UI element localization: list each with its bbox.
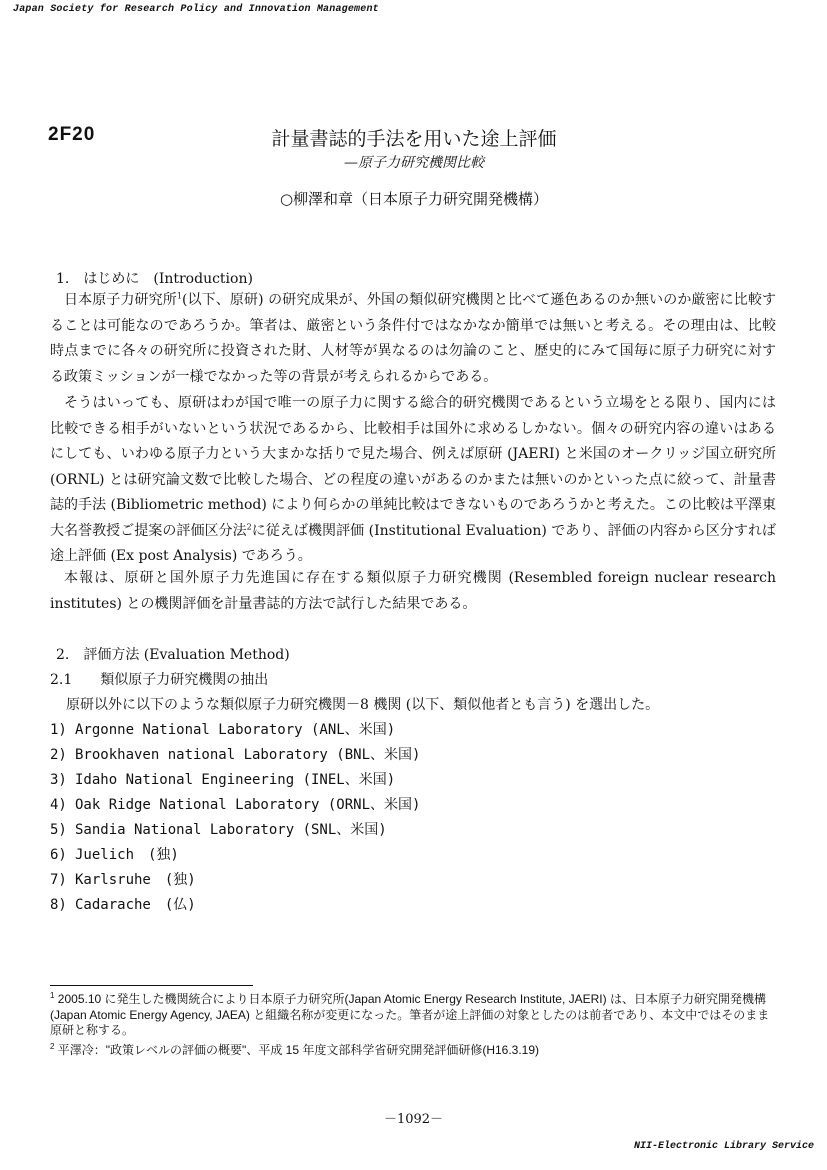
footnote-ref-1: 1 [176, 291, 182, 301]
list-item [50, 844, 179, 864]
list-number: 1) [50, 722, 67, 738]
list-item [50, 869, 196, 889]
section-1-paragraph-3: 本報は、原研と国外原子力先進国に存在する類似原子力研究機関 (Resembled foreign nuclear research institutes) との機関評価を計量書誌的方法で試行した結果である。 [50, 570, 776, 612]
list-text: Cadarache (仏) [75, 897, 196, 913]
paper-title: 計量書誌的手法を用いた途上評価 [271, 128, 557, 150]
library-service-footer: NII-Electronic Library Service [633, 1141, 814, 1152]
list-text: Idaho National Engineering (INEL、米国) [75, 772, 396, 788]
footnote-mark-1: 1 [50, 991, 55, 1000]
list-text: Juelich (独) [75, 847, 179, 863]
list-number: 4) [50, 797, 67, 813]
footnote-divider [50, 985, 253, 986]
footnote-mark-2: 2 [50, 1042, 55, 1051]
list-item [50, 769, 395, 789]
list-number: 6) [50, 847, 67, 863]
p2-text-b: に従えば機関評価 (Institutional Evaluation) であり、評価の内容から区分すれば途上評価 (Ex post Analysis) であろう。 [50, 522, 776, 564]
footnote-2-text: 平澤冷："政策レベルの評価の概要"、平成 15 年度文部科学省研究開発評価研修(H16.3.19) [57, 1043, 540, 1057]
list-number: 7) [50, 872, 67, 888]
footnote-ref-2: 2 [246, 521, 252, 531]
section-2-1-heading: 2.1 類似原子力研究機関の抽出 [50, 672, 269, 688]
list-item [50, 719, 395, 739]
section-1-paragraph-1 [50, 288, 776, 390]
paper-author: ○柳澤和章（日本原子力研究開発機構） [279, 190, 549, 208]
footnote-2 [50, 1043, 776, 1059]
footnote-1 [50, 992, 776, 1039]
list-item [50, 794, 420, 814]
list-text: Oak Ridge National Laboratory (ORNL、米国) [75, 797, 421, 813]
p2-text-a: そうはいっても、原研はわが国で唯一の原子力に関する総合的研究機関であるという立場をとる限り、国内には比較できる相手がいないという状況であるから、比較相手は国外に求めるしかない。個々の研究内容の違いはあるにしても、いわゆる原子力という大まかな括りで見た場合、例えば原研 (JAERI) と米国のオークリッジ国立研究所 (ORNL) とは研究論文数で比較した場合、どの程度の違いがあるのかまたは無いのかといった点に絞って、計量書誌的手法 (Bibliometric method) により何らかの単純比較はできないものであろうかと考えた。この比較は平澤東大名誉教授ご提案の評価区分法 [50, 395, 776, 539]
section-1-paragraph-2 [50, 391, 776, 570]
list-number: 2) [50, 747, 67, 763]
section-1-heading: 1. はじめに (Introduction) [56, 271, 253, 287]
list-text: Brookhaven national Laboratory (BNL、米国) [75, 747, 421, 763]
society-header: Japan Society for Research Policy and Innovation Management [13, 4, 379, 15]
list-item [50, 744, 420, 764]
list-text: Argonne National Laboratory (ANL、米国) [75, 722, 396, 738]
paper-code: 2F20 [48, 124, 96, 145]
list-text: Karlsruhe (独) [75, 872, 196, 888]
page-number: －1092－ [383, 1112, 444, 1127]
list-item [50, 894, 196, 914]
footnote-1-text: 2005.10 に発生した機関統合により日本原子力研究所(Japan Atomic Energy Research Institute, JAERI) は、日本原子力研究開発機構(Japan Atomic Energy Agency, JAEA) と組織名称が変更になった。筆者が途上評価の対象としたのは前者であり、本文中ではそのまま原研と称する。 [50, 992, 770, 1037]
list-item [50, 819, 387, 839]
paper-subtitle: —原子力研究機関比較 [344, 155, 484, 171]
section-2-heading: 2. 評価方法 (Evaluation Method) [56, 647, 290, 663]
list-number: 3) [50, 772, 67, 788]
section-2-1-intro: 原研以外に以下のような類似原子力研究機関－8 機関 (以下、類似他者とも言う) を選出した。 [66, 697, 660, 713]
list-number: 5) [50, 822, 67, 838]
p1-text-b: (以下、原研) の研究成果が、外国の類似研究機関と比べて遜色あるのか無いのか厳密に比較することは可能なのであろうか。筆者は、厳密という条件付ではなかなか簡単では無いと考える。その理由は、比較時点までに各々の研究所に投資された財、人材等が異なるのは勿論のこと、歴史的にみて国毎に原子力研究に対する政策ミッションが一様でなかった等の背景が考えられるからである。 [50, 292, 777, 385]
list-text: Sandia National Laboratory (SNL、米国) [75, 822, 387, 838]
list-number: 8) [50, 897, 67, 913]
p1-text-a: 日本原子力研究所 [64, 292, 177, 308]
